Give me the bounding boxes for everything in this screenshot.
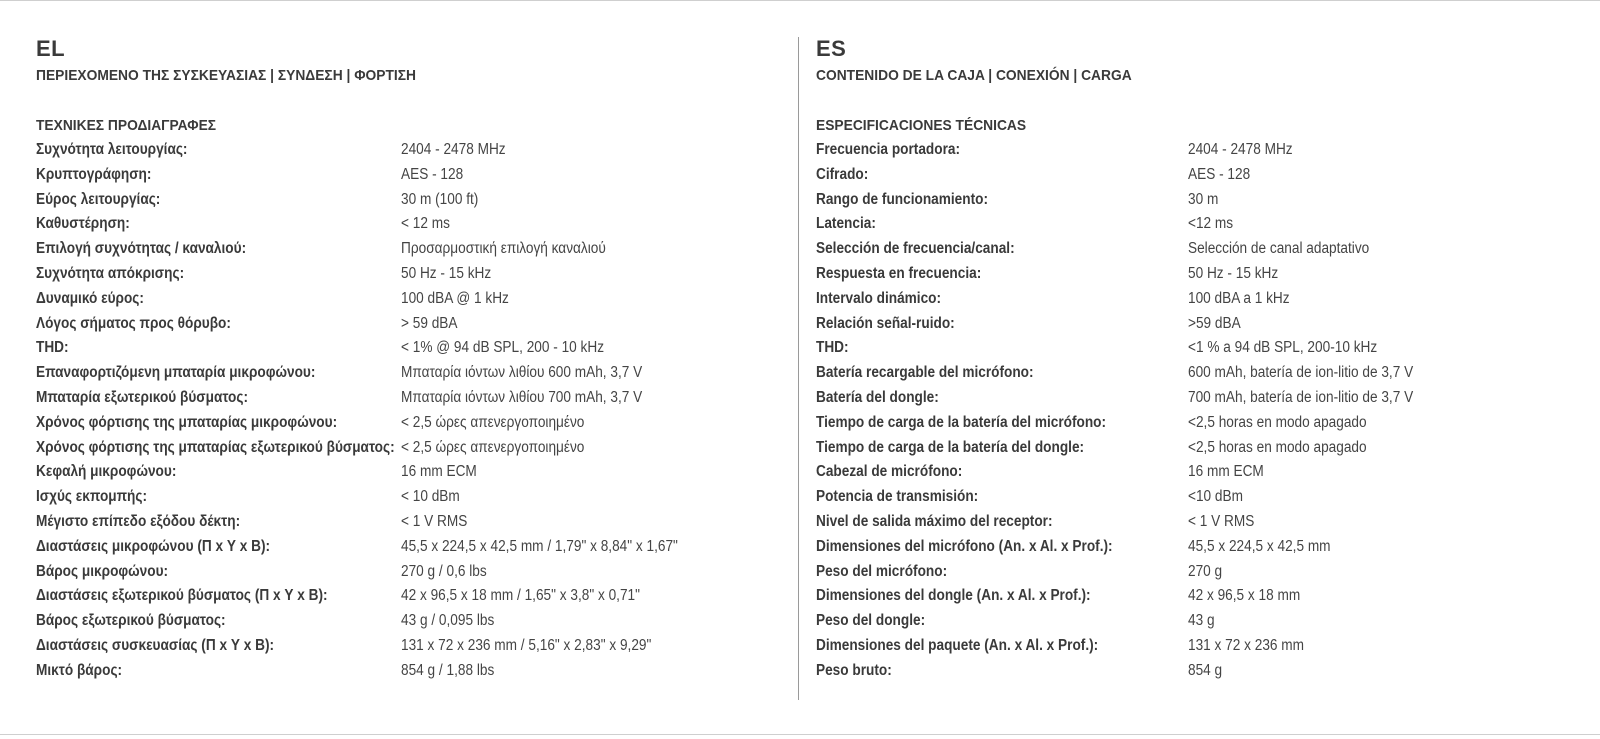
spec-row — [816, 485, 1576, 510]
spec-row — [36, 163, 776, 188]
spec-value: 43 g — [1188, 612, 1215, 630]
spec-row — [36, 188, 776, 213]
spec-label: Ισχύς εκπομπής: — [36, 488, 148, 506]
spec-label: Δυναμικό εύρος: — [36, 289, 144, 307]
spec-value: Μπαταρία ιόντων λιθίου 700 mAh, 3,7 V — [401, 388, 643, 406]
bottom-rule — [0, 734, 1600, 735]
spec-row — [816, 634, 1576, 659]
spec-value: <12 ms — [1188, 215, 1234, 233]
spec-value: <2,5 horas en modo apagado — [1188, 413, 1367, 431]
spec-label: Συχνότητα απόκρισης: — [36, 264, 185, 282]
spec-value: 270 g — [1188, 562, 1223, 580]
spec-value: < 1 V RMS — [1188, 512, 1255, 530]
spec-row — [36, 535, 776, 560]
spec-label: Tiempo de carga de la batería del dongle: — [816, 438, 1085, 456]
spec-row — [36, 460, 776, 485]
spec-row — [816, 386, 1576, 411]
spec-value: AES - 128 — [401, 165, 464, 183]
spec-value: 30 m — [1188, 190, 1219, 208]
spec-label: THD: — [816, 339, 849, 357]
spec-value: <2,5 horas en modo apagado — [1188, 438, 1367, 456]
spec-row — [36, 634, 776, 659]
spec-value: Μπαταρία ιόντων λιθίου 600 mAh, 3,7 V — [401, 364, 643, 382]
spec-label: Peso bruto: — [816, 661, 892, 679]
spec-row — [816, 584, 1576, 609]
spec-value: 100 dBA @ 1 kHz — [401, 289, 509, 307]
spec-value: 2404 - 2478 MHz — [401, 141, 506, 158]
spec-value: < 1 V RMS — [401, 512, 468, 530]
spec-value: 600 mAh, batería de ion-litio de 3,7 V — [1188, 364, 1414, 382]
spec-row — [36, 212, 776, 237]
spec-label: Κρυπτογράφηση: — [36, 165, 152, 183]
spec-row — [816, 411, 1576, 436]
spec-row — [36, 560, 776, 585]
spec-label: Εύρος λειτουργίας: — [36, 190, 161, 208]
spec-value: 131 x 72 x 236 mm — [1188, 636, 1305, 654]
spec-row — [36, 659, 776, 684]
spec-row — [36, 386, 776, 411]
spec-label: Batería recargable del micrófono: — [816, 364, 1034, 382]
spec-value: 43 g / 0,095 lbs — [401, 612, 495, 630]
spec-value: 16 mm ECM — [1188, 463, 1264, 481]
spec-label: Dimensiones del micrófono (An. x Al. x Prof.): — [816, 537, 1113, 555]
spec-value: 100 dBA a 1 kHz — [1188, 289, 1290, 307]
spec-label: Βάρος μικροφώνου: — [36, 562, 169, 580]
spec-row — [816, 188, 1576, 213]
section-subtitle: CONTENIDO DE LA CAJA | CONEXIÓN | CARGA — [816, 67, 1132, 84]
spec-value: 2404 - 2478 MHz — [1188, 141, 1293, 158]
spec-row — [816, 361, 1576, 386]
spec-value: 854 g — [1188, 661, 1223, 679]
spec-row — [36, 336, 776, 361]
spec-value: 700 mAh, batería de ion-litio de 3,7 V — [1188, 388, 1414, 406]
spec-label: Peso del dongle: — [816, 612, 926, 630]
spec-value: 45,5 x 224,5 x 42,5 mm / 1,79" x 8,84" x 1,67" — [401, 537, 678, 555]
spec-label: Dimensiones del dongle (An. x Al. x Prof.): — [816, 587, 1091, 605]
spec-row — [816, 336, 1576, 361]
spec-row — [816, 460, 1576, 485]
spec-value: 42 x 96,5 x 18 mm / 1,65" x 3,8" x 0,71" — [401, 587, 640, 605]
specs-heading: ESPECIFICACIONES TÉCNICAS — [816, 117, 1027, 134]
spec-row — [816, 237, 1576, 262]
specs-table — [36, 138, 776, 684]
spec-value: 45,5 x 224,5 x 42,5 mm — [1188, 537, 1331, 555]
spec-label: Nivel de salida máximo del receptor: — [816, 512, 1053, 530]
spec-label: Μπαταρία εξωτερικού βύσματος: — [36, 388, 249, 406]
spec-row — [36, 510, 776, 535]
spec-value: < 12 ms — [401, 215, 450, 233]
spec-label: Cabezal de micrófono: — [816, 463, 963, 481]
specs-table — [816, 138, 1576, 684]
spec-label: Διαστάσεις εξωτερικού βύσματος (Π x Υ x Β): — [36, 587, 328, 605]
spec-row — [816, 138, 1576, 163]
spec-label: Potencia de transmisión: — [816, 488, 979, 506]
spec-row — [816, 262, 1576, 287]
top-rule — [0, 0, 1600, 1]
column-divider — [798, 37, 799, 700]
spec-label: Rango de funcionamiento: — [816, 190, 989, 208]
spec-label: Λόγος σήματος προς θόρυβο: — [36, 314, 231, 332]
spec-label: Dimensiones del paquete (An. x Al. x Prof.): — [816, 636, 1099, 654]
spec-value: < 2,5 ώρες απενεργοποιημένο — [401, 438, 585, 456]
spec-row — [36, 609, 776, 634]
column-es — [816, 34, 1576, 684]
spec-value: < 1% @ 94 dB SPL, 200 - 10 kHz — [401, 339, 605, 357]
spec-label: Peso del micrófono: — [816, 562, 948, 580]
spec-label: Διαστάσεις μικροφώνου (Π x Υ x Β): — [36, 537, 271, 555]
spec-value: < 2,5 ώρες απενεργοποιημένο — [401, 413, 585, 431]
spec-label: Selección de frecuencia/canal: — [816, 240, 1015, 258]
spec-value: >59 dBA — [1188, 314, 1241, 332]
column-el — [36, 34, 776, 684]
spec-row — [816, 535, 1576, 560]
spec-label: Respuesta en frecuencia: — [816, 264, 982, 282]
spec-label: Επιλογή συχνότητας / καναλιού: — [36, 240, 247, 258]
spec-row — [816, 560, 1576, 585]
spec-label: THD: — [36, 339, 69, 357]
spec-row — [816, 163, 1576, 188]
spec-row — [36, 237, 776, 262]
spec-row — [816, 287, 1576, 312]
spec-label: Intervalo dinámico: — [816, 289, 942, 307]
spec-row — [816, 609, 1576, 634]
spec-label: Διαστάσεις συσκευασίας (Π x Υ x Β): — [36, 636, 275, 654]
spec-label: Συχνότητα λειτουργίας: — [36, 141, 188, 158]
spec-label: Χρόνος φόρτισης της μπαταρίας μικροφώνου: — [36, 413, 338, 431]
spec-value: 42 x 96,5 x 18 mm — [1188, 587, 1301, 605]
spec-label: Frecuencia portadora: — [816, 141, 961, 158]
spec-row — [36, 312, 776, 337]
spec-value: 131 x 72 x 236 mm / 5,16" x 2,83" x 9,29" — [401, 636, 652, 654]
spec-value: AES - 128 — [1188, 165, 1251, 183]
spec-value: 854 g / 1,88 lbs — [401, 661, 495, 679]
spec-row — [816, 212, 1576, 237]
spec-value: <10 dBm — [1188, 488, 1243, 506]
language-code: ES — [816, 36, 847, 61]
spec-row — [36, 287, 776, 312]
spec-label: Καθυστέρηση: — [36, 215, 130, 233]
spec-value: 270 g / 0,6 lbs — [401, 562, 487, 580]
spec-row — [36, 584, 776, 609]
spec-label: Batería del dongle: — [816, 388, 939, 406]
spec-value: Προσαρμοστική επιλογή καναλιού — [401, 240, 606, 258]
spec-row — [36, 436, 776, 461]
specs-heading: ΤΕΧΝΙΚΕΣ ΠΡΟΔΙΑΓΡΑΦΕΣ — [36, 117, 217, 134]
spec-value: 16 mm ECM — [401, 463, 477, 481]
spec-value: < 10 dBm — [401, 488, 460, 506]
spec-label: Βάρος εξωτερικού βύσματος: — [36, 612, 226, 630]
spec-label: Cifrado: — [816, 165, 869, 183]
language-code: EL — [36, 36, 66, 61]
spec-label: Relación señal-ruido: — [816, 314, 955, 332]
spec-label: Tiempo de carga de la batería del micrófono: — [816, 413, 1107, 431]
spec-value: 50 Hz - 15 kHz — [1188, 264, 1279, 282]
spec-row — [36, 262, 776, 287]
spec-row — [816, 510, 1576, 535]
spec-label: Επαναφορτιζόμενη μπαταρία μικροφώνου: — [36, 364, 316, 382]
spec-value: Selección de canal adaptativo — [1188, 240, 1370, 258]
spec-label: Χρόνος φόρτισης της μπαταρίας εξωτερικού βύσματος: — [36, 438, 395, 456]
section-subtitle: ΠΕΡΙΕΧΟΜΕΝΟ ΤΗΣ ΣΥΣΚΕΥΑΣΙΑΣ | ΣΥΝΔΕΣΗ | ΦΟΡΤΙΣΗ — [36, 67, 416, 84]
spec-value: <1 % a 94 dB SPL, 200-10 kHz — [1188, 339, 1378, 357]
spec-row — [36, 485, 776, 510]
spec-label: Μέγιστο επίπεδο εξόδου δέκτη: — [36, 512, 241, 530]
spec-value: 50 Hz - 15 kHz — [401, 264, 492, 282]
spec-value: 30 m (100 ft) — [401, 190, 479, 208]
spec-row — [816, 659, 1576, 684]
spec-row — [36, 138, 776, 163]
spec-value: > 59 dBA — [401, 314, 458, 332]
spec-label: Latencia: — [816, 215, 876, 233]
spec-row — [816, 312, 1576, 337]
spec-row — [36, 411, 776, 436]
spec-row — [36, 361, 776, 386]
spec-label: Μικτό βάρος: — [36, 661, 123, 679]
spec-row — [816, 436, 1576, 461]
spec-label: Κεφαλή μικροφώνου: — [36, 463, 177, 481]
